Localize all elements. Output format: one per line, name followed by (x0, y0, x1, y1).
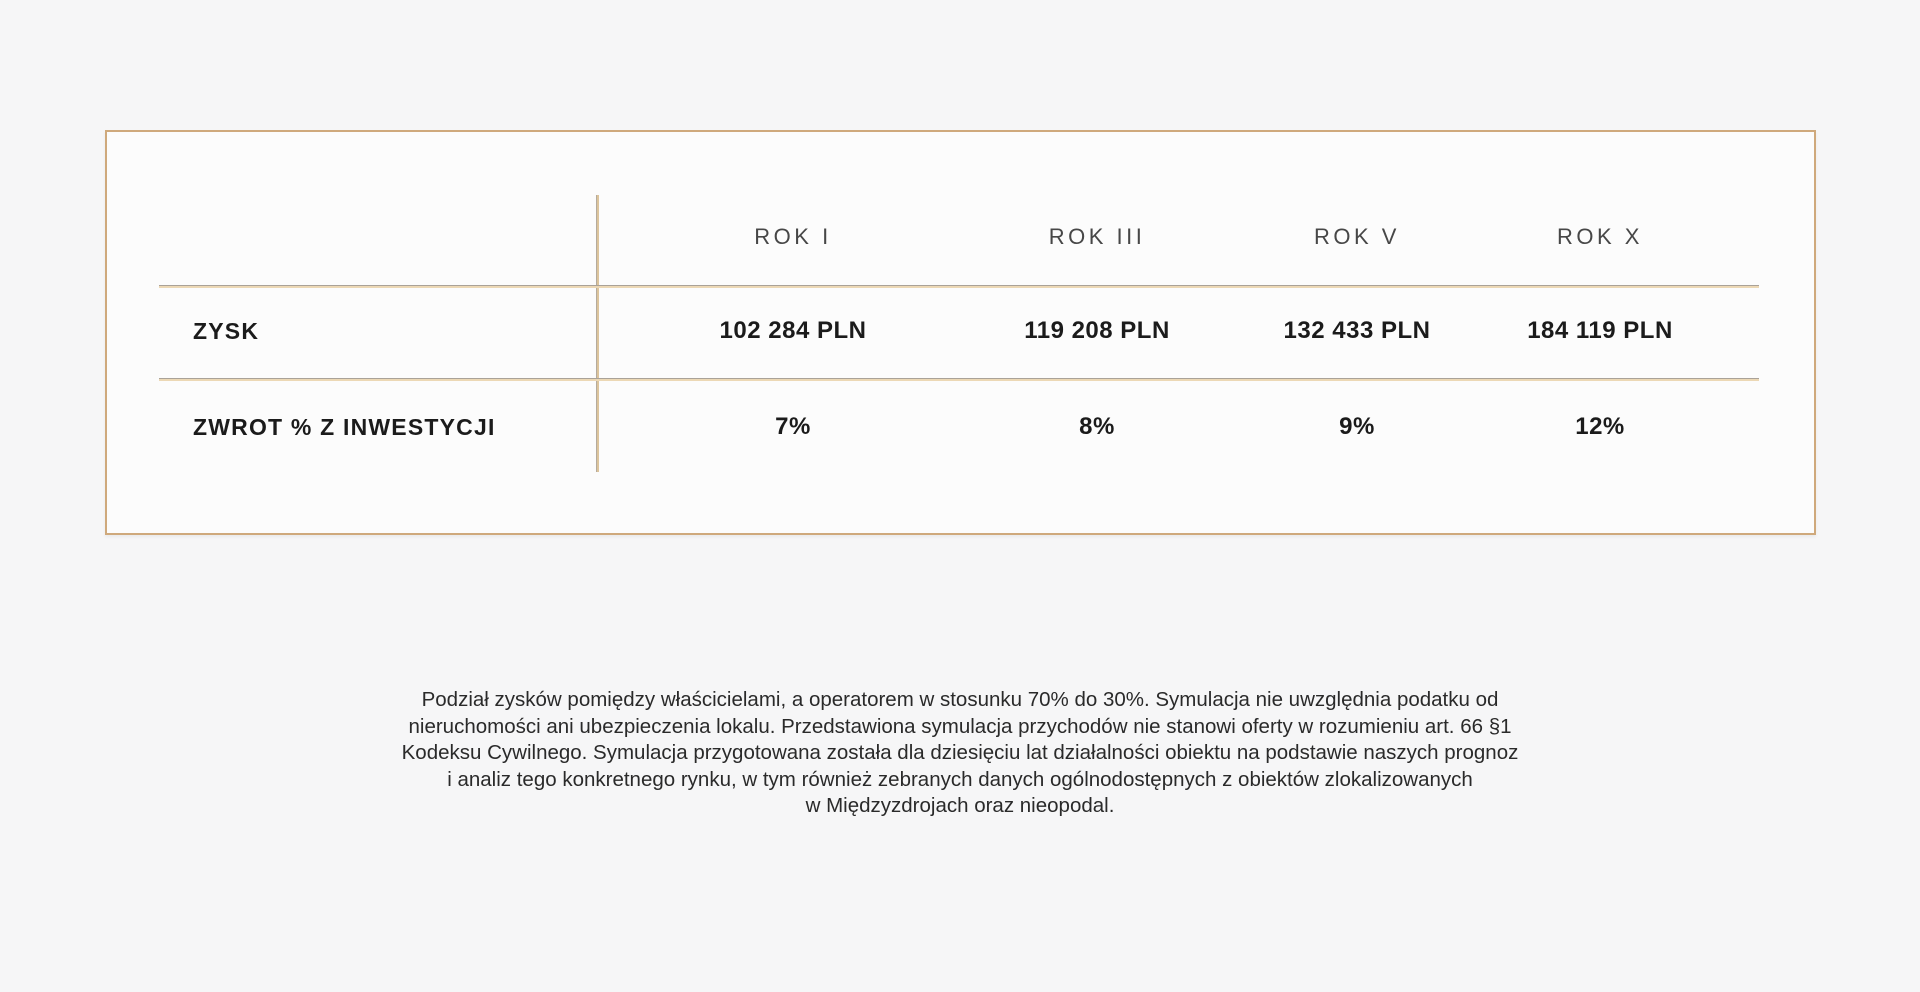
cell-zwrot-rok-i: 7% (775, 413, 811, 440)
disclaimer-line: Podział zysków pomiędzy właścicielami, a operatorem w stosunku 70% do 30%. Symulacja nie uwzględnia podatku od (421, 688, 1499, 711)
cell-zysk-rok-i: 102 284 PLN (719, 317, 867, 344)
disclaimer-text (0, 687, 1920, 820)
cell-zwrot-rok-x: 12% (1575, 413, 1625, 440)
row-label-zysk: ZYSK (193, 318, 260, 344)
cell-zysk-rok-iii: 119 208 PLN (1024, 317, 1170, 344)
disclaimer-line: w Międzyzdrojach oraz nieopodal. (805, 794, 1115, 817)
profit-simulation-panel (105, 130, 1816, 535)
row-divider-line-bottom (159, 378, 1759, 381)
column-header-rok-iii: ROK III (1048, 224, 1146, 249)
disclaimer-line: i analiz tego konkretnego rynku, w tym również zebranych danych ogólnodostępnych z obiektów zlokalizowanych (447, 767, 1473, 791)
column-header-rok-v: ROK V (1314, 224, 1400, 249)
cell-zwrot-rok-v: 9% (1339, 413, 1375, 440)
column-header-rok-i: ROK I (754, 224, 832, 249)
row-divider-line-top (159, 285, 1759, 288)
disclaimer-line: nieruchomości ani ubezpieczenia lokalu. Przedstawiona symulacja przychodów nie stanowi oferty w rozumieniu art. 66 §1 (408, 714, 1512, 738)
cell-zysk-rok-v: 132 433 PLN (1283, 317, 1431, 344)
row-label-zwrot: ZWROT % Z INWESTYCJI (193, 414, 496, 440)
column-divider-line (596, 195, 599, 472)
column-header-rok-x: ROK X (1557, 224, 1643, 249)
cell-zwrot-rok-iii: 8% (1079, 413, 1115, 440)
disclaimer-line: Kodeksu Cywilnego. Symulacja przygotowana została dla dziesięciu lat działalności obiektu na podstawie naszych prognoz (401, 741, 1519, 764)
cell-zysk-rok-x: 184 119 PLN (1527, 317, 1673, 344)
